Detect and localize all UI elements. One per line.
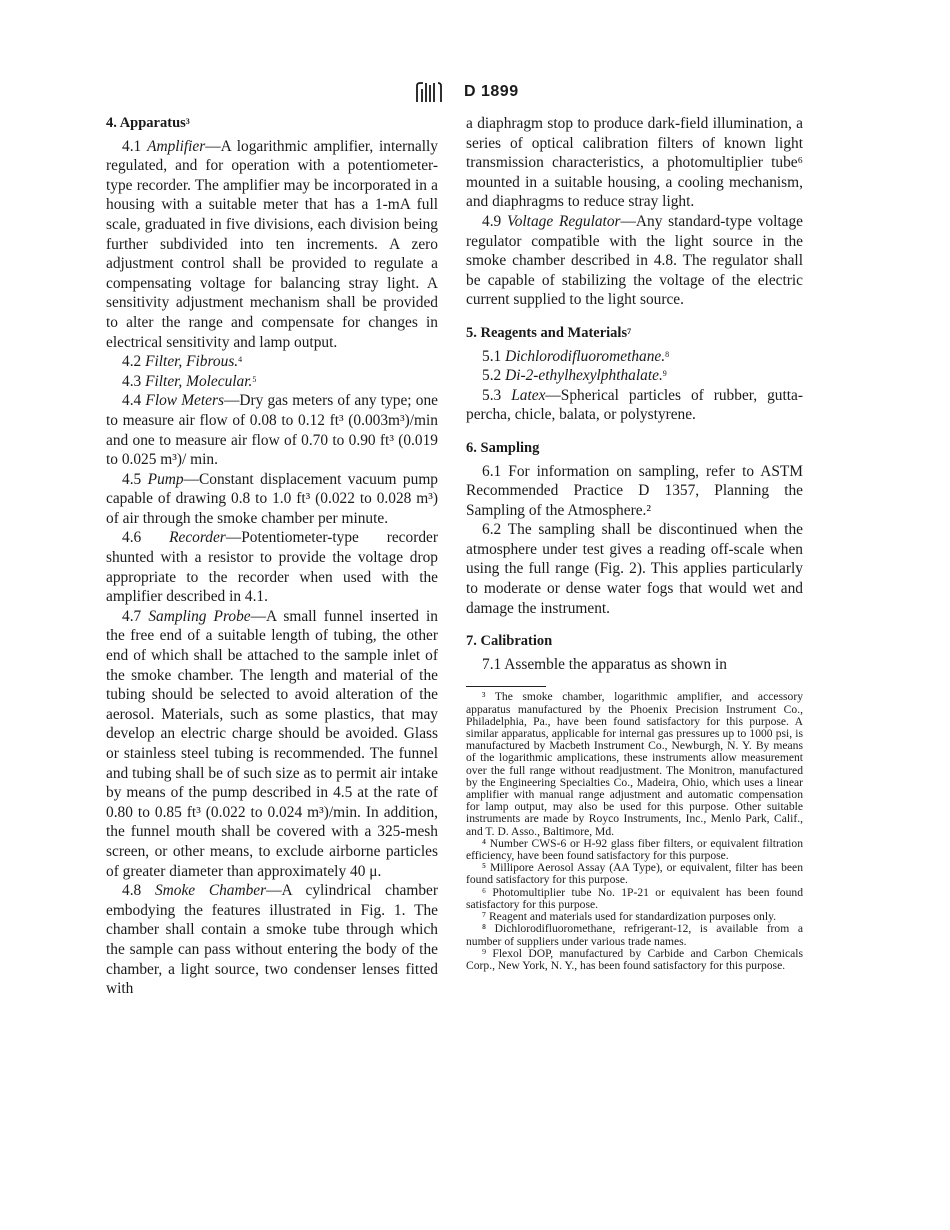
right-column: [466, 114, 803, 972]
paragraph-4-1: 4.1 Amplifier—A logarithmic amplifier, internally regulated, and for operation with a potentiometer-type recorder. The amplifier may be incorporated in a housing with a suitable meter that has a 1-mA full scale, graduated in five divisions, each division being further subdivided into ten increments. A zero adjustment control shall be provided to regulate a compensating voltage for balancing stray light. A sensitivity adjustment mechanism shall be provided to alter the range and compensate for changes in electrical sensitivity and lamp output.: [106, 137, 438, 351]
footnote-3: ³ The smoke chamber, logarithmic amplifier, and accessory apparatus manufactured by the Phoenix Precision Instrument Co., Philadelphia, Pa., have been found satisfactory for this purpose. A similar apparatus, applicable for internal gas pressures up to 1000 psi, is manufactured by Macbeth Instrument Co., Newburgh, N. Y. By means of the logarithmic amplications, these instruments allow measurement over the full range without readjustment. The Monitron, manufactured by the Engineering Specialties Co., Madeira, Ohio, which uses a linear amplifier with manual range adjustment and automatic compensation for lamp output, may also be used for this purpose. Other suitable instruments are made by Royco Instruments, Inc., Menlo Park, Calif., and T. D. Asso., Baltimore, Md.: [466, 690, 803, 838]
paragraph-4-6: 4.6 Recorder—Potentiometer-type recorder shunted with a resistor to provide the voltage drop appropriate to the recorder when used with the amplifier described in 4.1.: [106, 529, 438, 606]
paragraph-4-5: 4.5 Pump—Constant displacement vacuum pump capable of drawing 0.8 to 1.0 ft³ (0.022 to 0.028 m³) of air through the smoke chamber per minute.: [106, 470, 438, 527]
paragraph-5-3: 5.3 Latex—Spherical particles of rubber, gutta-percha, chicle, balata, or polystyrene.: [466, 386, 803, 424]
paragraph-5-2: 5.2 Di-2-ethylhexylphthalate.$^9$: [482, 367, 667, 385]
footnote-8: ⁸ Dichlorodifluoromethane, refrigerant-12, is available from a number of suppliers under various trade names.: [466, 922, 803, 948]
left-column: [106, 114, 438, 999]
paragraph-4-9: 4.9 Voltage Regulator—Any standard-type voltage regulator compatible with the light source in the smoke chamber described in 4.8. The regulator shall be capable of stabilizing the voltage of the electric current supplied to the light source.: [466, 212, 803, 309]
paragraph-6-2: 6.2 The sampling shall be discontinued when the atmosphere under test gives a reading off-scale when using the full range (Fig. 2). This applies particularly to moderate or dense water fogs that would wet and damage the instrument.: [466, 521, 803, 617]
paragraph-4-8-continued: a diaphragm stop to produce dark-field illumination, a series of optical calibration filters of known light transmission characteristics, a photomultiplier tube⁶ mounted in a suitable housing, a cooling mechanism, and diaphragms to reduce stray light.: [466, 115, 803, 211]
standard-designation: D 1899: [464, 83, 519, 100]
footnote-6: ⁶ Photomultiplier tube No. 1P-21 or equivalent has been found satisfactory for this purpose.: [466, 885, 803, 911]
section-heading-reagents: 5. Reagents and Materials$^7$: [466, 324, 632, 341]
section-heading-sampling: 6. Sampling: [466, 439, 540, 456]
section-heading-calibration: 7. Calibration: [466, 633, 553, 650]
paragraph-4-7: 4.7 Sampling Probe—A small funnel inserted in the free end of a suitable length of tubing, the other end of which shall be attached to the sample inlet of the smoke chamber. The length and material of the tubing should be selected to avoid alteration of the aerosol. Materials, such as some plastics, that may develop an electric charge should be avoided. Glass or stainless steel tubing is recommended. The funnel and tubing shall be of such size as to permit air intake by means of the pump described in 4.5 at the rate of 0.80 to 0.85 ft³ (0.022 to 0.024 m³)/min. In addition, the funnel mouth shall be covered with a 325-mesh screen, or other means, to exclude airborne particles of greater diameter than approximately 40 μ.: [106, 607, 438, 880]
footnote-divider: [466, 686, 546, 687]
footnote-4: ⁴ Number CWS-6 or H-92 glass fiber filters, or equivalent filtration efficiency, have been found satisfactory for this purpose.: [466, 836, 803, 863]
footnote-7: ⁷ Reagent and materials used for standardization purposes only.: [482, 910, 777, 924]
paragraph-6-1: 6.1 For information on sampling, refer to ASTM Recommended Practice D 1357, Planning the Sampling of the Atmosphere.²: [466, 462, 803, 519]
paragraph-4-8: 4.8 Smoke Chamber—A cylindrical chamber embodying the features illustrated in Fig. 1. The chamber shall contain a smoke tube through which the sample can pass without entering the body of the chamber, a light source, two condenser lenses fitted with: [106, 882, 438, 998]
footnote-9: ⁹ Flexol DOP, manufactured by Carbide and Carbon Chemicals Corp., New York, N. Y., has been found satisfactory for this purpose.: [466, 946, 803, 972]
paragraph-4-2: 4.2 Filter, Fibrous.$^4$: [122, 353, 243, 371]
section-heading-apparatus: 4. Apparatus$^3$: [106, 115, 190, 131]
paragraph-4-4: 4.4 Flow Meters—Dry gas meters of any type; one to measure air flow of 0.08 to 0.12 ft³ (0.003m³)/min and one to measure air flow of 0.70 to 0.90 ft³ (0.019 to 0.025 m³)/ min.: [106, 392, 438, 469]
paragraph-5-1: 5.1 Dichlorodifluoromethane.$^8$: [482, 347, 670, 365]
page-header: [0, 80, 950, 110]
paragraph-7-1: 7.1 Assemble the apparatus as shown in: [482, 655, 727, 673]
astm-logo-icon: [414, 80, 444, 106]
footnote-5: ⁵ Millipore Aerosol Assay (AA Type), or equivalent, filter has been found satisfactory for this purpose.: [466, 861, 803, 887]
paragraph-4-3: 4.3 Filter, Molecular.$^5$: [122, 372, 257, 390]
